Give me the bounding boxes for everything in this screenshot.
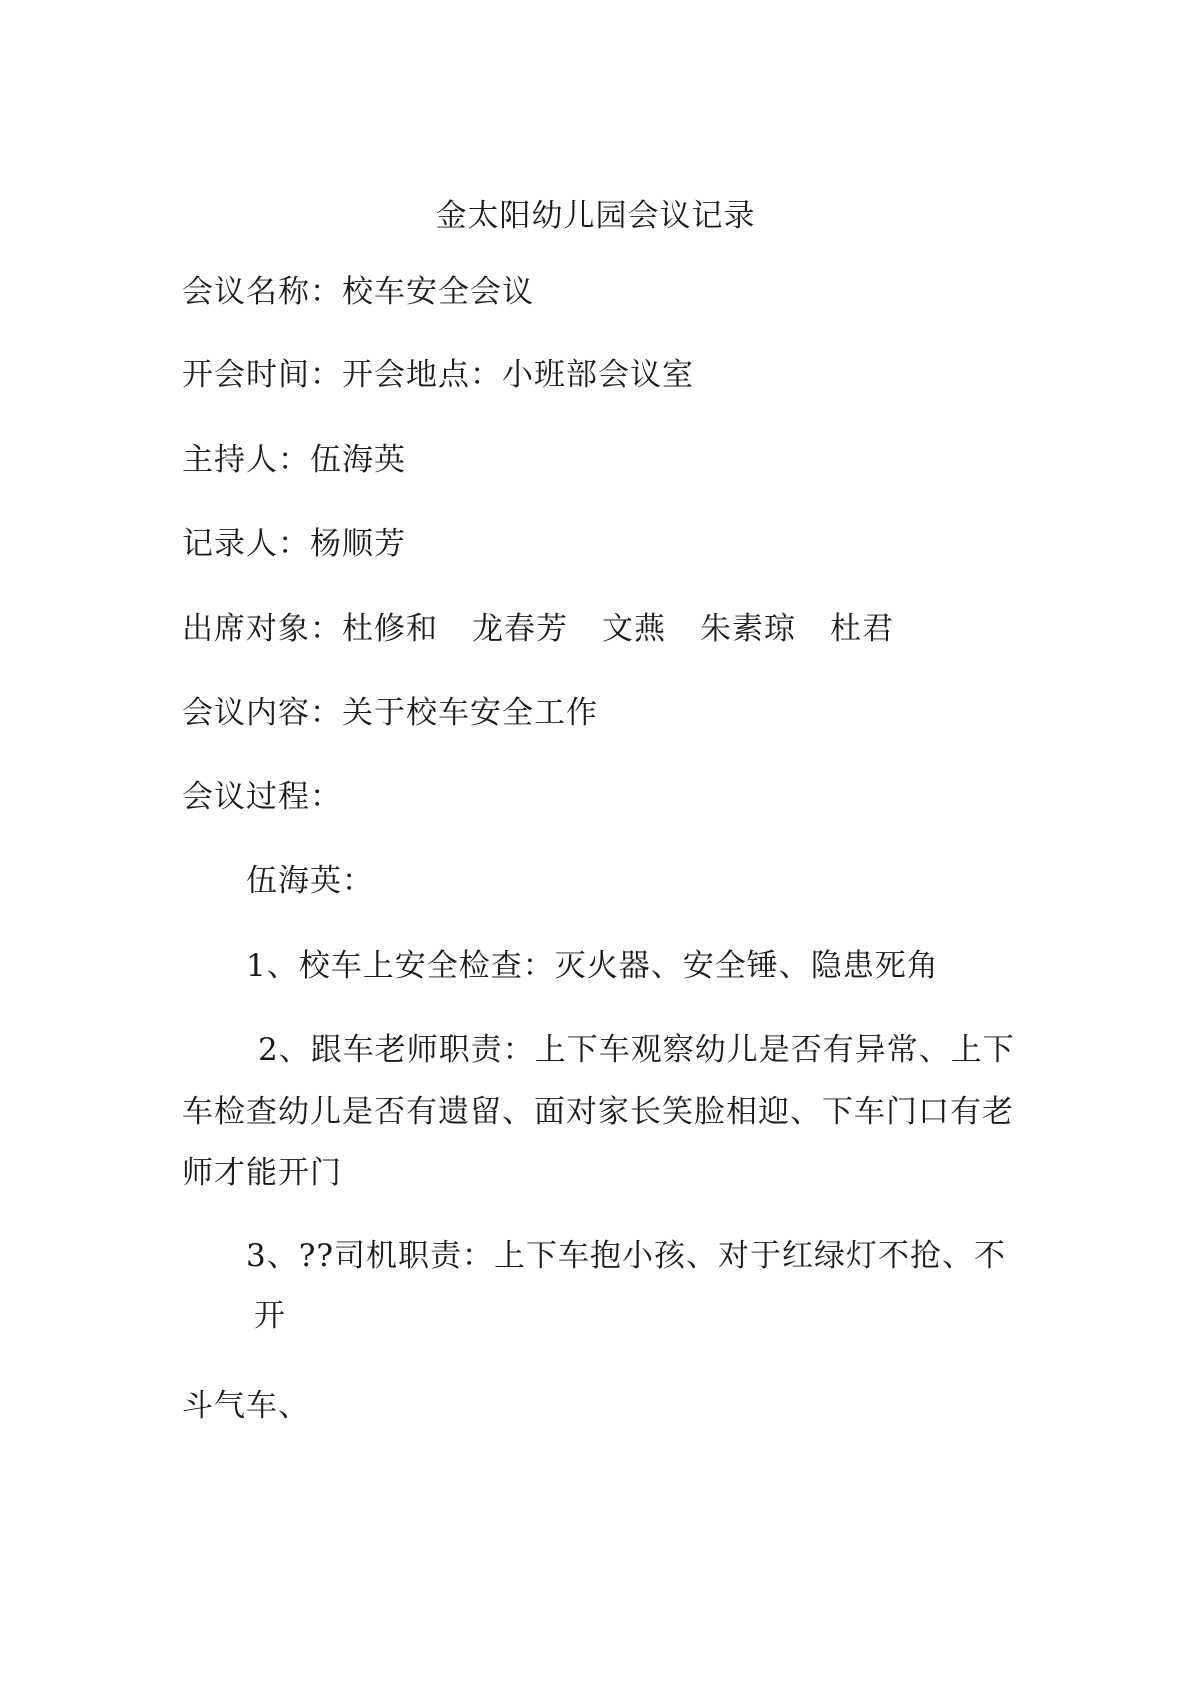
meeting-content: 会议内容：关于校车安全工作 [182,695,598,731]
meeting-name: 会议名称：校车安全会议 [182,274,534,310]
meeting-attendees [182,609,894,649]
agenda-item-2-line-2: 车检查幼儿是否有遗留、面对家长笑脸相迎、下车门口有老 [182,1094,1014,1130]
attendee-name: 朱素琼 [700,611,796,647]
agenda-item-3-line-1: 3、??司机职责：上下车抱小孩、对于红绿灯不抢、不 [246,1238,1006,1274]
attendee-name: 文燕 [602,611,666,647]
attendee-name: 杜修和 [342,611,438,647]
meeting-process-label: 会议过程： [182,779,342,815]
attendee-name: 龙春芳 [472,611,568,647]
agenda-item-3-line-3: 斗气车、 [182,1388,310,1424]
agenda-item-3-line-2: 开 [254,1298,286,1334]
agenda-item-2-line-3: 师才能开门 [182,1155,342,1191]
speaker-name: 伍海英： [246,863,374,899]
meeting-time-place: 开会时间：开会地点：小班部会议室 [182,357,694,393]
attendee-name: 杜君 [830,611,894,647]
agenda-item-2-line-1: 2、跟车老师职责：上下车观察幼儿是否有异常、上下 [258,1032,1015,1068]
attendees-label: 出席对象： [182,611,342,647]
document-title: 金太阳幼儿园会议记录 [435,198,756,234]
agenda-item-1: 1、校车上安全检查：灭火器、安全锤、隐患死角 [246,948,939,984]
meeting-host: 主持人：伍海英 [182,442,406,478]
meeting-recorder: 记录人：杨顺芳 [182,526,406,562]
